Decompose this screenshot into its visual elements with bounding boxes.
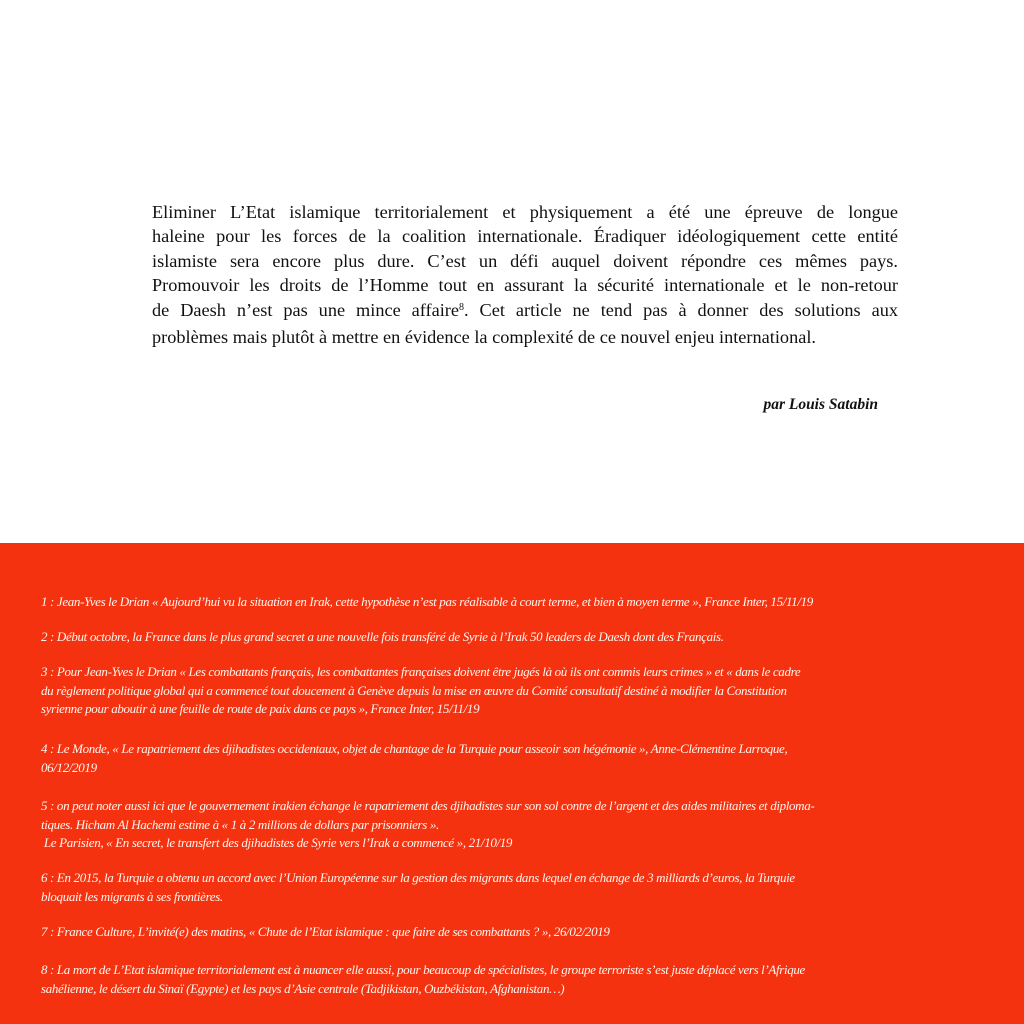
footnote-5: [41, 797, 1001, 853]
footnote-line: 5 : on peut noter aussi ici que le gouvernement irakien échange le rapatriement des djihadistes sur son sol contre de l’argent et des aides militaires et diploma-: [41, 798, 815, 813]
footnotes-section: [0, 543, 1024, 1024]
author-byline: par Louis Satabin: [763, 396, 878, 413]
footnote-4: [41, 740, 1001, 777]
footnote-line: 6 : En 2015, la Turquie a obtenu un accord avec l’Union Européenne sur la gestion des migrants dans lequel en échange de 3 milliards d’euros, la Turquie: [41, 870, 795, 885]
footnote-line: bloquait les migrants à ses frontières.: [41, 888, 223, 904]
article-text: de Daesh n’est pas une mince affaire: [152, 299, 460, 320]
footnote-line: du règlement politique global qui a commencé tout doucement à Genève depuis la mise en œuvre du Comité consultatif destiné à modifier la Constitution: [41, 682, 787, 698]
footnote-line: 7 : France Culture, L’invité(e) des matins, « Chute de l’Etat islamique : que faire de ses combattants ? », 26/02/2019: [41, 924, 610, 939]
footnote-1: [41, 593, 1001, 612]
footnote-line: syrienne pour aboutir à une feuille de route de paix dans ce pays », France Inter, 15/11/19: [41, 701, 480, 717]
footnote-line: 4 : Le Monde, « Le rapatriement des djihadistes occidentaux, objet de chantage de la Turquie pour asseoir son hégémonie », Anne-Clémentine Larroque,: [41, 741, 788, 756]
article-line: islamiste sera encore plus dure. C’est un défi auquel doivent répondre ces mêmes pays.: [152, 250, 898, 271]
article-line: [152, 298, 898, 322]
footnote-line: 8 : La mort de L’Etat islamique territorialement est à nuancer elle aussi, pour beaucoup de spécialistes, le groupe terroriste s’est juste déplacé vers l’Afrique: [41, 962, 805, 977]
footnote-ref[interactable]: 8: [459, 301, 465, 313]
footnote-line: Le Parisien, « En secret, le transfert des djihadistes de Syrie vers l’Irak a commencé », 21/10/19: [41, 835, 513, 851]
footnote-line: sahélienne, le désert du Sinaï (Egypte) et les pays d’Asie centrale (Tadjikistan, Ouzbékistan, Afghanistan…): [41, 980, 565, 996]
article-line: problèmes mais plutôt à mettre en évidence la complexité de ce nouvel enjeu international.: [152, 326, 816, 347]
footnote-8: [41, 961, 1001, 998]
footnote-line: 3 : Pour Jean-Yves le Drian « Les combattants français, les combattantes françaises doivent être jugés là où ils ont commis leurs crimes » et « dans le cadre: [41, 664, 801, 679]
article-line: Eliminer L’Etat islamique territorialement et physiquement a été une épreuve de longue: [152, 202, 898, 222]
footnote-line: 2 : Début octobre, la France dans le plus grand secret a une nouvelle fois transféré de Syrie à l’Irak 50 leaders de Daesh dont des Français.: [41, 629, 724, 644]
article-body: [152, 200, 898, 349]
footnote-7: [41, 923, 1001, 942]
article-text: . Cet article ne tend pas à donner des solutions aux: [464, 299, 898, 320]
footnote-line: tiques. Hicham Al Hachemi estime à « 1 à 2 millions de dollars par prisonniers ».: [41, 816, 439, 832]
article-line: Promouvoir les droits de l’Homme tout en assurant la sécurité internationale et le non-retour: [152, 275, 898, 296]
footnote-6: [41, 869, 1001, 906]
footnote-line: 06/12/2019: [41, 759, 97, 775]
footnote-line: 1 : Jean-Yves le Drian « Aujourd’hui vu la situation en Irak, cette hypothèse n’est pas réalisable à court terme, et bien à moyen terme », France Inter, 15/11/19: [41, 594, 813, 609]
footnote-2: [41, 628, 1001, 647]
article-line: haleine pour les forces de la coalition internationale. Éradiquer idéologiquement cette entité: [152, 226, 898, 247]
footnote-3: [41, 663, 1001, 719]
